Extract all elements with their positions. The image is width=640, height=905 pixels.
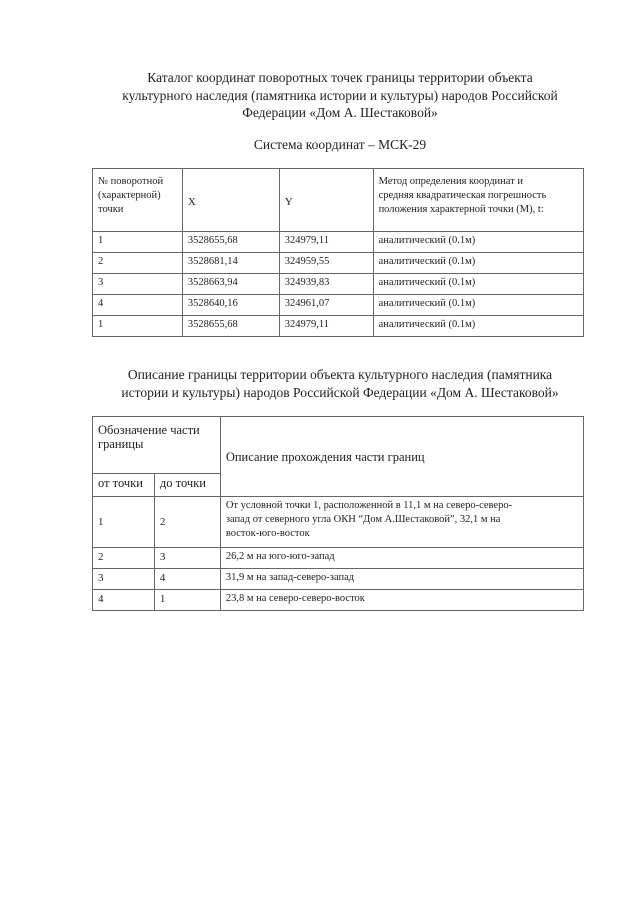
cell-method: аналитический (0.1м) <box>373 295 583 316</box>
cell-to: 2 <box>154 497 220 548</box>
header-to-point: до точки <box>154 474 220 497</box>
cell-description: 23,8 м на северо-северо-восток <box>220 590 583 611</box>
header-text: № поворотной <box>98 176 164 187</box>
table-row <box>93 253 584 274</box>
catalog-title-line: Каталог координат поворотных точек границы территории объекта <box>147 70 533 85</box>
boundary-description-table <box>92 416 584 611</box>
header-y: Y <box>279 169 373 232</box>
cell-point: 1 <box>93 316 183 337</box>
table-row <box>93 590 584 611</box>
cell-x: 3528681,14 <box>182 253 279 274</box>
cell-method: аналитический (0.1м) <box>373 316 583 337</box>
description-text: восток-юго-восток <box>225 528 310 539</box>
header-text: средняя квадратическая погрешность <box>378 190 547 201</box>
cell-y: 324961,07 <box>279 295 373 316</box>
cell-description <box>220 497 583 548</box>
cell-method: аналитический (0.1м) <box>373 232 583 253</box>
cell-to: 1 <box>154 590 220 611</box>
header-text: (характерной) <box>98 190 161 201</box>
description-text: От условной точки 1, расположенной в 11,1 м на северо-северо- <box>225 500 513 511</box>
coordinates-table <box>92 168 584 337</box>
cell-y: 324939,83 <box>279 274 373 295</box>
cell-from: 1 <box>93 497 155 548</box>
cell-x: 3528663,94 <box>182 274 279 295</box>
cell-x: 3528655,68 <box>182 232 279 253</box>
catalog-title-line: Федерации «Дом А. Шестаковой» <box>242 105 438 120</box>
cell-point: 4 <box>93 295 183 316</box>
table-row <box>93 295 584 316</box>
cell-x: 3528640,16 <box>182 295 279 316</box>
header-text: Метод определения координат и <box>378 176 524 187</box>
header-point-number <box>93 169 183 232</box>
cell-point: 1 <box>93 232 183 253</box>
header-x: X <box>182 169 279 232</box>
header-method <box>373 169 583 232</box>
coordinates-header-row <box>93 169 584 232</box>
cell-method: аналитический (0.1м) <box>373 253 583 274</box>
header-from-point: от точки <box>93 474 155 497</box>
header-designation <box>93 417 221 474</box>
cell-point: 3 <box>93 274 183 295</box>
catalog-title <box>90 69 590 122</box>
cell-y: 324979,11 <box>279 232 373 253</box>
table-row <box>93 569 584 590</box>
description-title-line: истории и культуры) народов Российской Федерации «Дом А. Шестаковой» <box>121 384 559 400</box>
cell-from: 3 <box>93 569 155 590</box>
cell-to: 3 <box>154 548 220 569</box>
coordinate-system-label: Система координат – МСК-29 <box>253 137 427 152</box>
header-text: точки <box>98 204 124 215</box>
cell-point: 2 <box>93 253 183 274</box>
cell-from: 2 <box>93 548 155 569</box>
cell-y: 324979,11 <box>279 316 373 337</box>
header-text: Обозначение части <box>98 423 200 437</box>
description-header-row <box>93 417 584 474</box>
cell-from: 4 <box>93 590 155 611</box>
cell-y: 324959,55 <box>279 253 373 274</box>
header-description: Описание прохождения части границ <box>220 417 583 497</box>
table-row <box>93 274 584 295</box>
table-row <box>93 548 584 569</box>
cell-method: аналитический (0.1м) <box>373 274 583 295</box>
description-text: запад от северного угла ОКН “Дом А.Шестаковой”, 32,1 м на <box>225 514 501 525</box>
header-text: положения характерной точки (М), t: <box>378 204 544 215</box>
table-row <box>93 497 584 548</box>
table-row <box>93 316 584 337</box>
cell-to: 4 <box>154 569 220 590</box>
cell-description: 31,9 м на запад-северо-запад <box>220 569 583 590</box>
description-title <box>90 366 590 401</box>
description-title-line: Описание границы территории объекта культурного наследия (памятника <box>127 367 553 382</box>
cell-x: 3528655,68 <box>182 316 279 337</box>
table-row <box>93 232 584 253</box>
catalog-title-line: культурного наследия (памятника истории и культуры) народов Российской <box>122 87 558 103</box>
cell-description: 26,2 м на юго-юго-запад <box>220 548 583 569</box>
header-text: границы <box>98 437 144 451</box>
